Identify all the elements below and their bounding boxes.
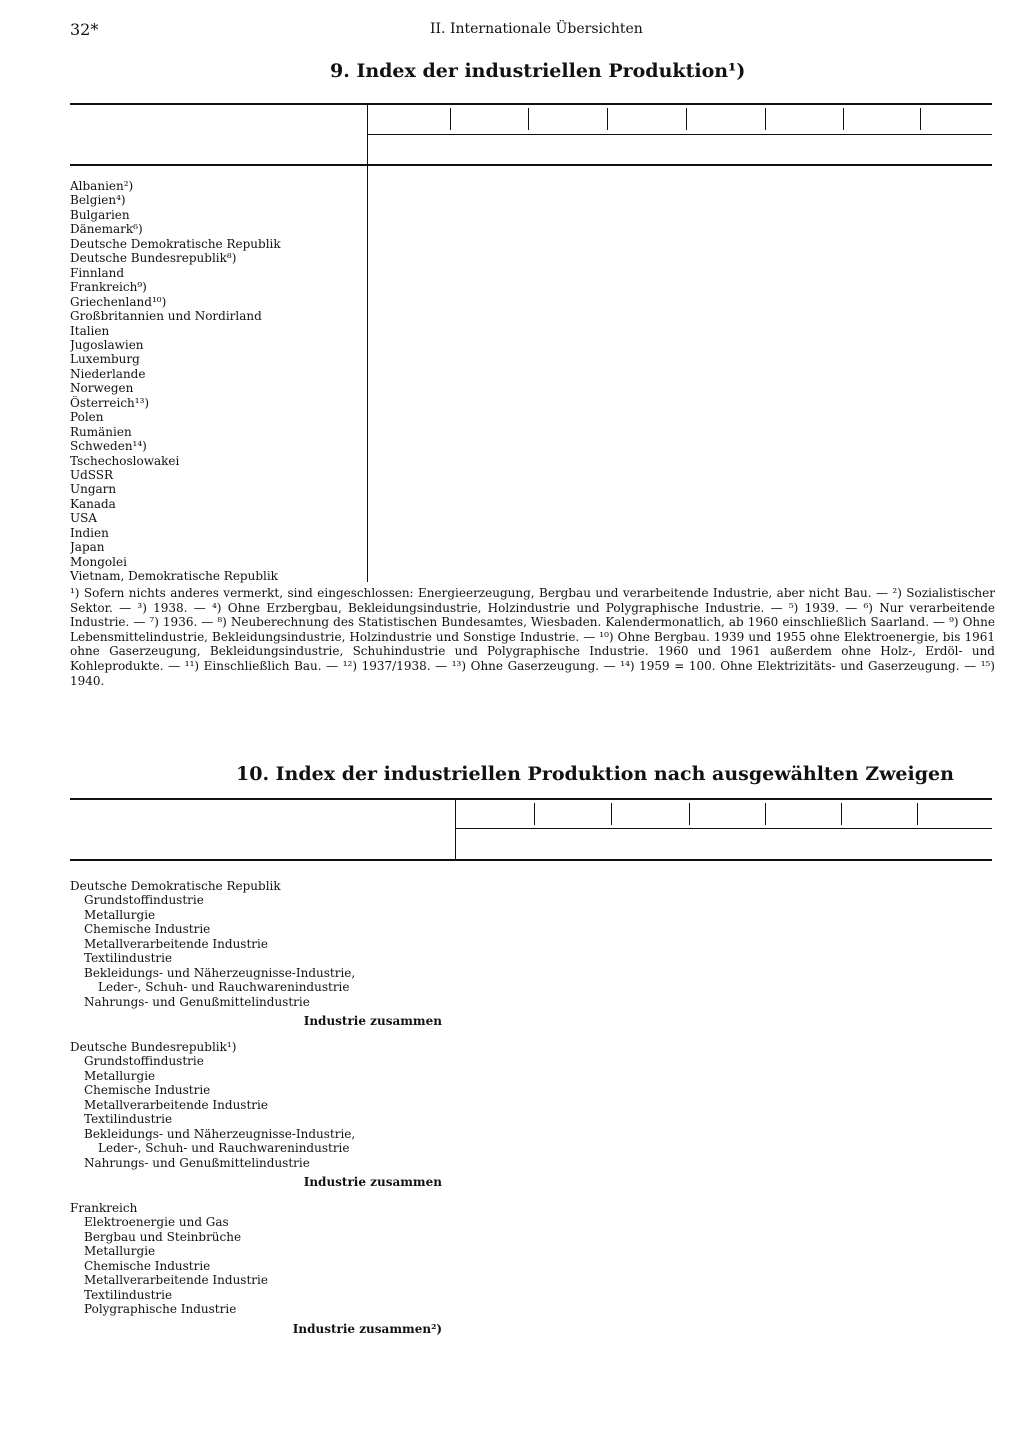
table9-row-label (70, 555, 358, 569)
table10-branch-label (84, 1244, 444, 1258)
table10-year-divider (534, 803, 535, 825)
row-text: Deutsche Bundesrepublik¹) (70, 1040, 237, 1054)
table10-land-divider (455, 800, 456, 860)
row-text: Nahrungs- und Genußmittelindustrie (84, 1155, 310, 1170)
table9-row-label (70, 237, 358, 251)
table9-top-rule (70, 103, 992, 105)
section-heading: II. Internationale Übersichten (430, 21, 643, 37)
country-name: Mongolei (70, 554, 127, 569)
row-text: Bergbau und Steinbrüche (84, 1229, 242, 1244)
table10-branch-label (84, 937, 444, 951)
table9-row-label (70, 179, 358, 193)
page-number: 32* (70, 20, 99, 39)
country-name: Luxemburg (70, 352, 140, 367)
table9-row-label (70, 381, 358, 395)
row-text: Textilindustrie (84, 951, 173, 966)
country-name: UdSSR (70, 468, 114, 482)
table9-row-label (70, 222, 358, 236)
table10-head-rule (70, 859, 992, 861)
row-text: Industrie zusammen (303, 1175, 442, 1190)
country-name: Japan (70, 540, 105, 555)
leader-dots (70, 520, 358, 521)
row-text: Metallverarbeitende Industrie (84, 936, 268, 951)
table9-row-label (70, 367, 358, 381)
table10-top-rule (70, 798, 992, 800)
country-name: Deutsche Demokratische Republik (70, 236, 281, 251)
row-text: Metallverarbeitende Industrie (84, 1273, 268, 1288)
table9-row-label (70, 425, 358, 439)
table10-branch-label (84, 1098, 444, 1112)
table10-branch-label (84, 908, 444, 922)
table9-row-label (70, 396, 358, 410)
row-text: Metallverarbeitende Industrie (84, 1097, 268, 1112)
country-name: Jugoslawien (70, 337, 144, 352)
table10-country-heading (70, 879, 444, 893)
row-text: Chemische Industrie (84, 1258, 211, 1273)
table9-year-divider (450, 108, 451, 130)
leader-dots (70, 419, 358, 420)
table10-year-divider (611, 803, 612, 825)
country-name: Norwegen (70, 381, 134, 396)
table10-branch-label (84, 1112, 444, 1126)
row-text: Polygraphische Industrie (84, 1302, 237, 1317)
row-text: Chemische Industrie (84, 1083, 211, 1098)
table9-row-label (70, 280, 358, 294)
table10-title: 10. Index der industriellen Produktion nach ausgewählten Zweigen (236, 763, 954, 785)
table10-year-divider (765, 803, 766, 825)
row-text: Deutsche Demokratische Republik (70, 879, 281, 893)
table10-branch-label (84, 1156, 444, 1170)
table10-branch-label (98, 1141, 444, 1155)
table9-head-rule (70, 164, 992, 166)
row-text: Industrie zusammen²) (292, 1321, 442, 1336)
table9-row-label (70, 540, 358, 554)
country-name: Großbritannien und Nordirland (70, 309, 262, 324)
table10-branch-label (84, 1069, 444, 1083)
table10-branch-label (84, 995, 444, 1009)
table10-country-heading (70, 1201, 444, 1215)
table9-row-label (70, 482, 358, 496)
table9-footnotes (70, 586, 995, 688)
table9-row-label (70, 526, 358, 540)
table9-year-divider (528, 108, 529, 130)
table9-row-label (70, 266, 358, 280)
country-name: Ungarn (70, 482, 117, 497)
row-text: Metallurgie (84, 1068, 156, 1083)
table10-year-rule (456, 828, 992, 829)
table9-row-label (70, 511, 358, 525)
row-text: Bekleidungs- und Näherzeugnisse-Industrie, (84, 1126, 356, 1141)
country-name: Finnland (70, 265, 125, 280)
table9-row-label (70, 439, 358, 453)
table9-row-label (70, 208, 358, 222)
table10-branch-label (84, 893, 444, 907)
country-name: USA (70, 511, 97, 526)
table9-year-divider (686, 108, 687, 130)
leader-dots (70, 549, 358, 550)
table9-row-label (70, 309, 358, 323)
table9-year-rule (368, 134, 992, 135)
row-text: Grundstoffindustrie (84, 893, 204, 908)
row-text: Frankreich (70, 1201, 138, 1215)
row-text: Bekleidungs- und Näherzeugnisse-Industrie, (84, 965, 356, 980)
table10-branch-label (84, 922, 444, 936)
table9-footnote-text: ¹) Sofern nichts anderes vermerkt, sind eingeschlossen: Energieerzeugung, Bergbau und verarbeitende Industrie, aber nicht Bau. — ²) Sozialistischer Sektor. — ³) 1938. — ⁴) Ohne Erzbergbau, Bekleidungsindustrie, Holzindustrie und Polygraphische Industrie. — ⁵) 1939. — ⁶) Nur verarbeitende Industrie. — ⁷) 1936. — ⁸) Neuberechnung des Statistischen Bundesamtes, Wiesbaden. Kalendermonatlich, ab 1960 einschließlich Saarland. — ⁹) Ohne Lebensmittelindustrie, Bekleidungsindustrie, Holzindustrie und Sonstige Industrie. — ¹⁰) Ohne Bergbau. 1939 und 1955 ohne Elektroenergie, bis 1961 ohne Gaserzeugung, Bekleidungsindustrie, Schuhindustrie und Polygraphische Industrie. 1960 und 1961 außerdem ohne Holz-, Erdöl- und Kohleprodukte. — ¹¹) Einschließlich Bau. — ¹²) 1937/1938. — ¹³) Ohne Gaserzeugung. — ¹⁴) 1959 = 100. Ohne Elektrizitäts- und Gaserzeugung. — ¹⁵) 1940. (70, 586, 995, 688)
leader-dots (70, 535, 358, 536)
table9-row-label (70, 410, 358, 424)
table10-branch-label (84, 951, 444, 965)
table9-row-label (70, 497, 358, 511)
table9-row-label (70, 193, 358, 207)
table10-branch-label (84, 966, 444, 980)
country-name: Dänemark⁶) (70, 222, 143, 237)
country-name: Österreich¹³) (70, 395, 150, 410)
row-text: Industrie zusammen (303, 1014, 442, 1029)
table9-row-label (70, 468, 358, 482)
table9-year-divider (843, 108, 844, 130)
table9-title: 9. Index der industriellen Produktion¹) (330, 60, 746, 82)
row-text: Metallurgie (84, 1244, 156, 1259)
table10-branch-label (98, 980, 444, 994)
table10-country-heading (70, 1040, 444, 1054)
country-name: Italien (70, 323, 110, 338)
country-name: Indien (70, 525, 109, 540)
table9-row-label (70, 338, 358, 352)
country-name: Deutsche Bundesrepublik⁸) (70, 251, 237, 266)
table10-branch-label (84, 1083, 444, 1097)
table10-total-label (70, 1322, 444, 1336)
table10-total-label (70, 1014, 444, 1028)
table9-row-label (70, 251, 358, 265)
row-text: Leder-, Schuh- und Rauchwarenindustrie (98, 980, 350, 995)
table9-year-divider (920, 108, 921, 130)
table10-branch-label (84, 1127, 444, 1141)
country-name: Schweden¹⁴) (70, 439, 147, 454)
row-text: Leder-, Schuh- und Rauchwarenindustrie (98, 1141, 350, 1156)
row-text: Chemische Industrie (84, 922, 211, 937)
table10-year-divider (917, 803, 918, 825)
country-name: Vietnam, Demokratische Republik (70, 569, 278, 584)
table10-branch-label (84, 1302, 444, 1316)
table9-row-label (70, 324, 358, 338)
table10-branch-label (84, 1288, 444, 1302)
table9-year-divider (765, 108, 766, 130)
leader-dots (70, 333, 358, 334)
country-name: Belgien⁴) (70, 193, 126, 208)
table9-row-label (70, 454, 358, 468)
table10-year-divider (841, 803, 842, 825)
table9-land-divider (367, 105, 368, 582)
running-header (70, 20, 992, 40)
table10-branch-label (84, 1054, 444, 1068)
table10-branch-label (84, 1215, 444, 1229)
table10-branch-label (84, 1259, 444, 1273)
country-name: Rumänien (70, 424, 132, 439)
row-text: Elektroenergie und Gas (84, 1215, 229, 1230)
country-name: Frankreich⁹) (70, 280, 147, 295)
country-name: Bulgarien (70, 207, 130, 222)
table9-row-label (70, 295, 358, 309)
country-name: Niederlande (70, 366, 146, 381)
row-text: Metallurgie (84, 907, 156, 922)
table9-row-label (70, 569, 358, 583)
row-text: Grundstoffindustrie (84, 1054, 204, 1069)
row-text: Textilindustrie (84, 1112, 173, 1127)
country-name: Polen (70, 410, 104, 425)
country-name: Kanada (70, 496, 116, 511)
country-name: Griechenland¹⁰) (70, 294, 167, 309)
table9-row-label (70, 352, 358, 366)
country-name: Albanien²) (70, 179, 134, 193)
table10-year-divider (689, 803, 690, 825)
row-text: Nahrungs- und Genußmittelindustrie (84, 994, 310, 1009)
country-name: Tschechoslowakei (70, 453, 180, 468)
table10-branch-label (84, 1230, 444, 1244)
table10-branch-label (84, 1273, 444, 1287)
table10-total-label (70, 1175, 444, 1189)
row-text: Textilindustrie (84, 1287, 173, 1302)
table9-year-divider (607, 108, 608, 130)
